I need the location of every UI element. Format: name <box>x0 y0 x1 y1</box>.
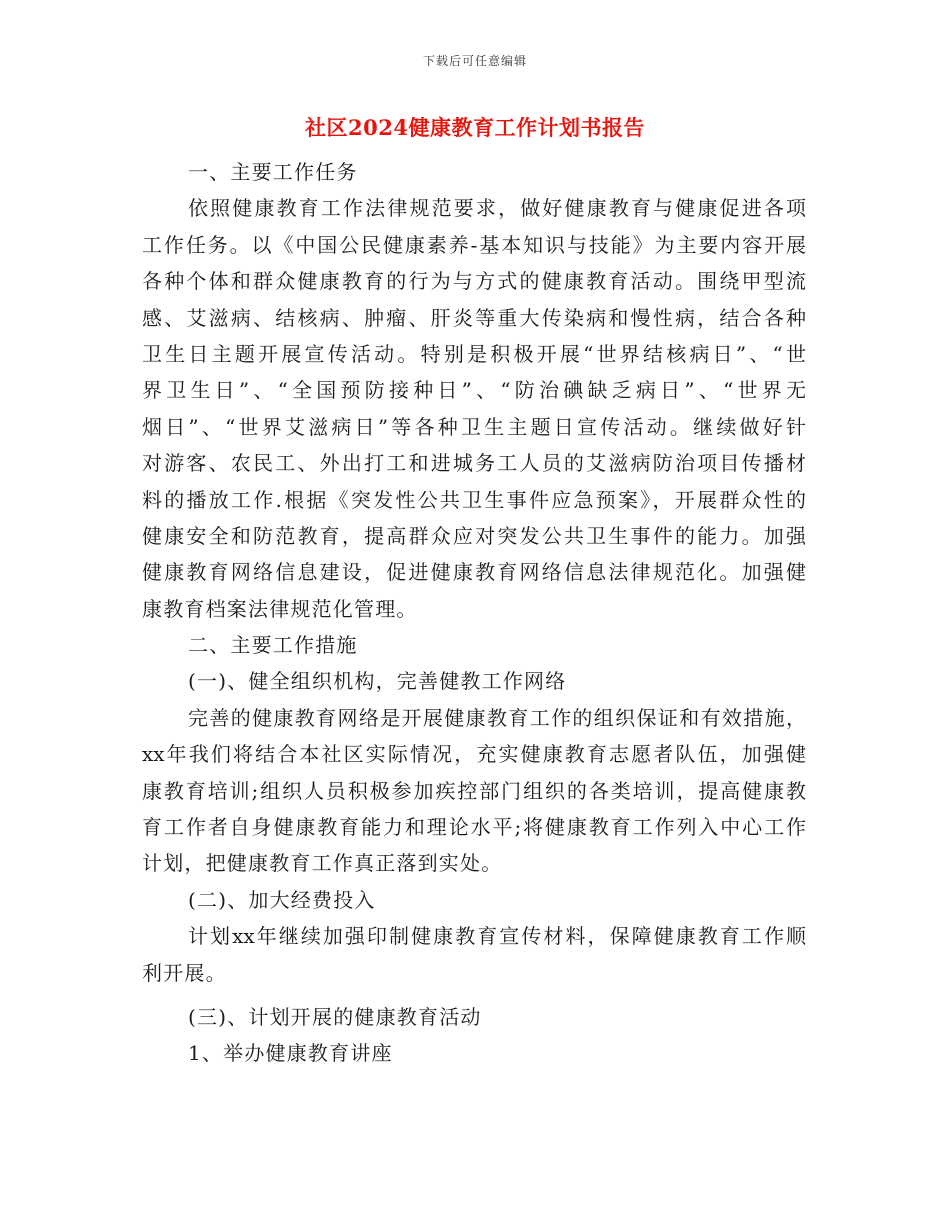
paragraph-line: 工作任务。以《中国公民健康素养-基本知识与技能》为主要内容开展 <box>142 232 806 257</box>
subsection-heading-3: (三)、计划开展的健康教育活动 <box>188 1004 482 1029</box>
section-heading-1: 一、主要工作任务 <box>188 160 358 184</box>
paragraph-line: 料的播放工作.根据《突发性公共卫生事件应急预案》，开展群众性的 <box>142 487 806 512</box>
paragraph-line: 烟日”、“世界艾滋病日”等各种卫生主题日宣传活动。继续做好针 <box>142 414 806 439</box>
paragraph-line: 依照健康教育工作法律规范要求，做好健康教育与健康促进各项 <box>188 196 806 221</box>
list-item-heading: 1、举办健康教育讲座 <box>188 1041 393 1066</box>
document-body <box>142 154 806 1072</box>
paragraph-line: xx年我们将结合本社区实际情况，充实健康教育志愿者队伍，加强健 <box>142 742 806 767</box>
subsection-heading-2: (二)、加大经费投入 <box>188 887 376 912</box>
paragraph-line: 卫生日主题开展宣传活动。特别是积极开展“世界结核病日”、“世 <box>142 341 806 366</box>
header-note: 下载后可任意编辑 <box>422 54 527 68</box>
paragraph-line: 对游客、农民工、外出打工和进城务工人员的艾滋病防治项目传播材 <box>142 451 806 476</box>
paragraph-line: 健康教育网络信息建设，促进健康教育网络信息法律规范化。加强健 <box>142 560 806 585</box>
paragraph-line: 计划，把健康教育工作真正落到实处。 <box>142 851 503 876</box>
paragraph-line: 育工作者自身健康教育能力和理论水平;将健康教育工作列入中心工作 <box>142 815 806 840</box>
document-title: 社区2024健康教育工作计划书报告 <box>305 115 645 140</box>
paragraph-line: 界卫生日”、“全国预防接种日”、“防治碘缺乏病日”、“世界无 <box>142 378 806 403</box>
paragraph-line: 康教育档案法律规范化管理。 <box>142 596 418 621</box>
paragraph-line: 利开展。 <box>142 960 227 985</box>
paragraph-line: 完善的健康教育网络是开展健康教育工作的组织保证和有效措施， <box>188 705 806 730</box>
paragraph-gap <box>142 991 806 999</box>
paragraph-line: 感、艾滋病、结核病、肿瘤、肝炎等重大传染病和慢性病，结合各种 <box>142 305 806 330</box>
paragraph-line: 计划xx年继续加强印制健康教育宣传材料，保障健康教育工作顺 <box>188 924 806 949</box>
subsection-heading-1: (一)、健全组织机构，完善健教工作网络 <box>188 669 567 694</box>
section-heading-2: 二、主要工作措施 <box>188 633 358 658</box>
paragraph-line: 各种个体和群众健康教育的行为与方式的健康教育活动。围绕甲型流 <box>142 269 806 294</box>
paragraph-line: 康教育培训;组织人员积极参加疾控部门组织的各类培训，提高健康教 <box>142 778 806 803</box>
paragraph-line: 健康安全和防范教育，提高群众应对突发公共卫生事件的能力。加强 <box>142 523 806 548</box>
